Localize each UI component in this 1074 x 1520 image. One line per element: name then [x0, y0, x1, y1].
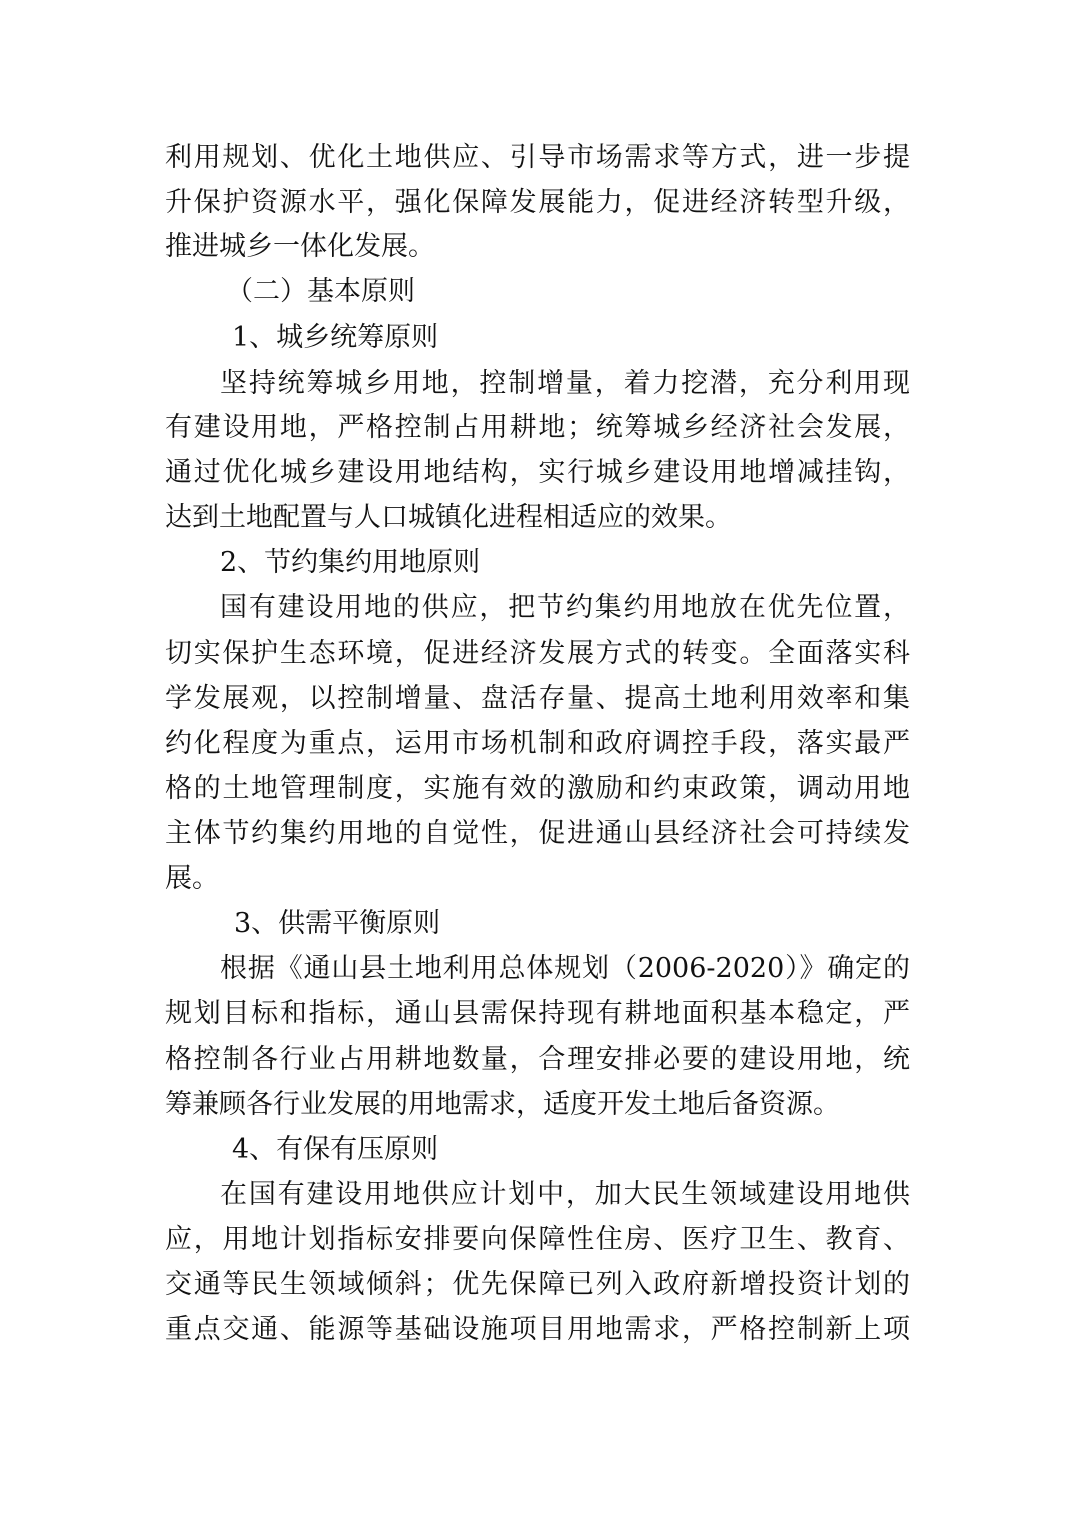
section-heading: （二）基本原则: [226, 276, 415, 307]
paragraph-line: 应，用地计划指标安排要向保障性住房、医疗卫生、教育、: [165, 1224, 910, 1255]
paragraph-line: 学发展观，以控制增量、盘活存量、提高土地利用效率和集: [165, 683, 910, 714]
paragraph-line: 国有建设用地的供应，把节约集约用地放在优先位置，: [220, 592, 910, 623]
paragraph-line: 约化程度为重点，运用市场机制和政府调控手段，落实最严: [165, 728, 910, 759]
paragraph-line: 根据《通山县土地利用总体规划（2006-2020）》确定的: [220, 953, 910, 984]
paragraph-line: 达到土地配置与人口城镇化进程相适应的效果。: [165, 502, 732, 533]
paragraph-line: 通过优化城乡建设用地结构，实行城乡建设用地增减挂钩，: [165, 457, 910, 488]
paragraph-line: 格控制各行业占用耕地数量，合理安排必要的建设用地，统: [165, 1044, 910, 1075]
paragraph-line: 展。: [165, 863, 219, 894]
paragraph-line: 切实保护生态环境，促进经济发展方式的转变。全面落实科: [165, 638, 910, 669]
paragraph-line: 重点交通、能源等基础设施项目用地需求，严格控制新上项: [165, 1314, 910, 1345]
paragraph-line: 推进城乡一体化发展。: [165, 231, 435, 262]
paragraph-line: 规划目标和指标，通山县需保持现有耕地面积基本稳定，严: [165, 998, 910, 1029]
paragraph-line: 利用规划、优化土地供应、引导市场需求等方式，进一步提: [165, 142, 910, 173]
principle-heading: 2、节约集约用地原则: [220, 547, 481, 578]
paragraph-line: 有建设用地，严格控制占用耕地；统筹城乡经济社会发展，: [165, 412, 910, 443]
principle-heading: 3、供需平衡原则: [234, 908, 441, 939]
principle-heading: 1、城乡统筹原则: [232, 322, 439, 353]
paragraph-line: 主体节约集约用地的自觉性，促进通山县经济社会可持续发: [165, 818, 910, 849]
paragraph-line: 交通等民生领域倾斜；优先保障已列入政府新增投资计划的: [165, 1269, 910, 1300]
paragraph-line: 在国有建设用地供应计划中，加大民生领域建设用地供: [220, 1179, 910, 1210]
paragraph-line: 筹兼顾各行业发展的用地需求，适度开发土地后备资源。: [165, 1089, 840, 1120]
paragraph-line: 坚持统筹城乡用地，控制增量，着力挖潜，充分利用现: [220, 368, 910, 399]
paragraph-line: 格的土地管理制度，实施有效的激励和约束政策，调动用地: [165, 773, 910, 804]
paragraph-line: 升保护资源水平，强化保障发展能力，促进经济转型升级，: [165, 187, 910, 218]
principle-heading: 4、有保有压原则: [232, 1134, 439, 1165]
